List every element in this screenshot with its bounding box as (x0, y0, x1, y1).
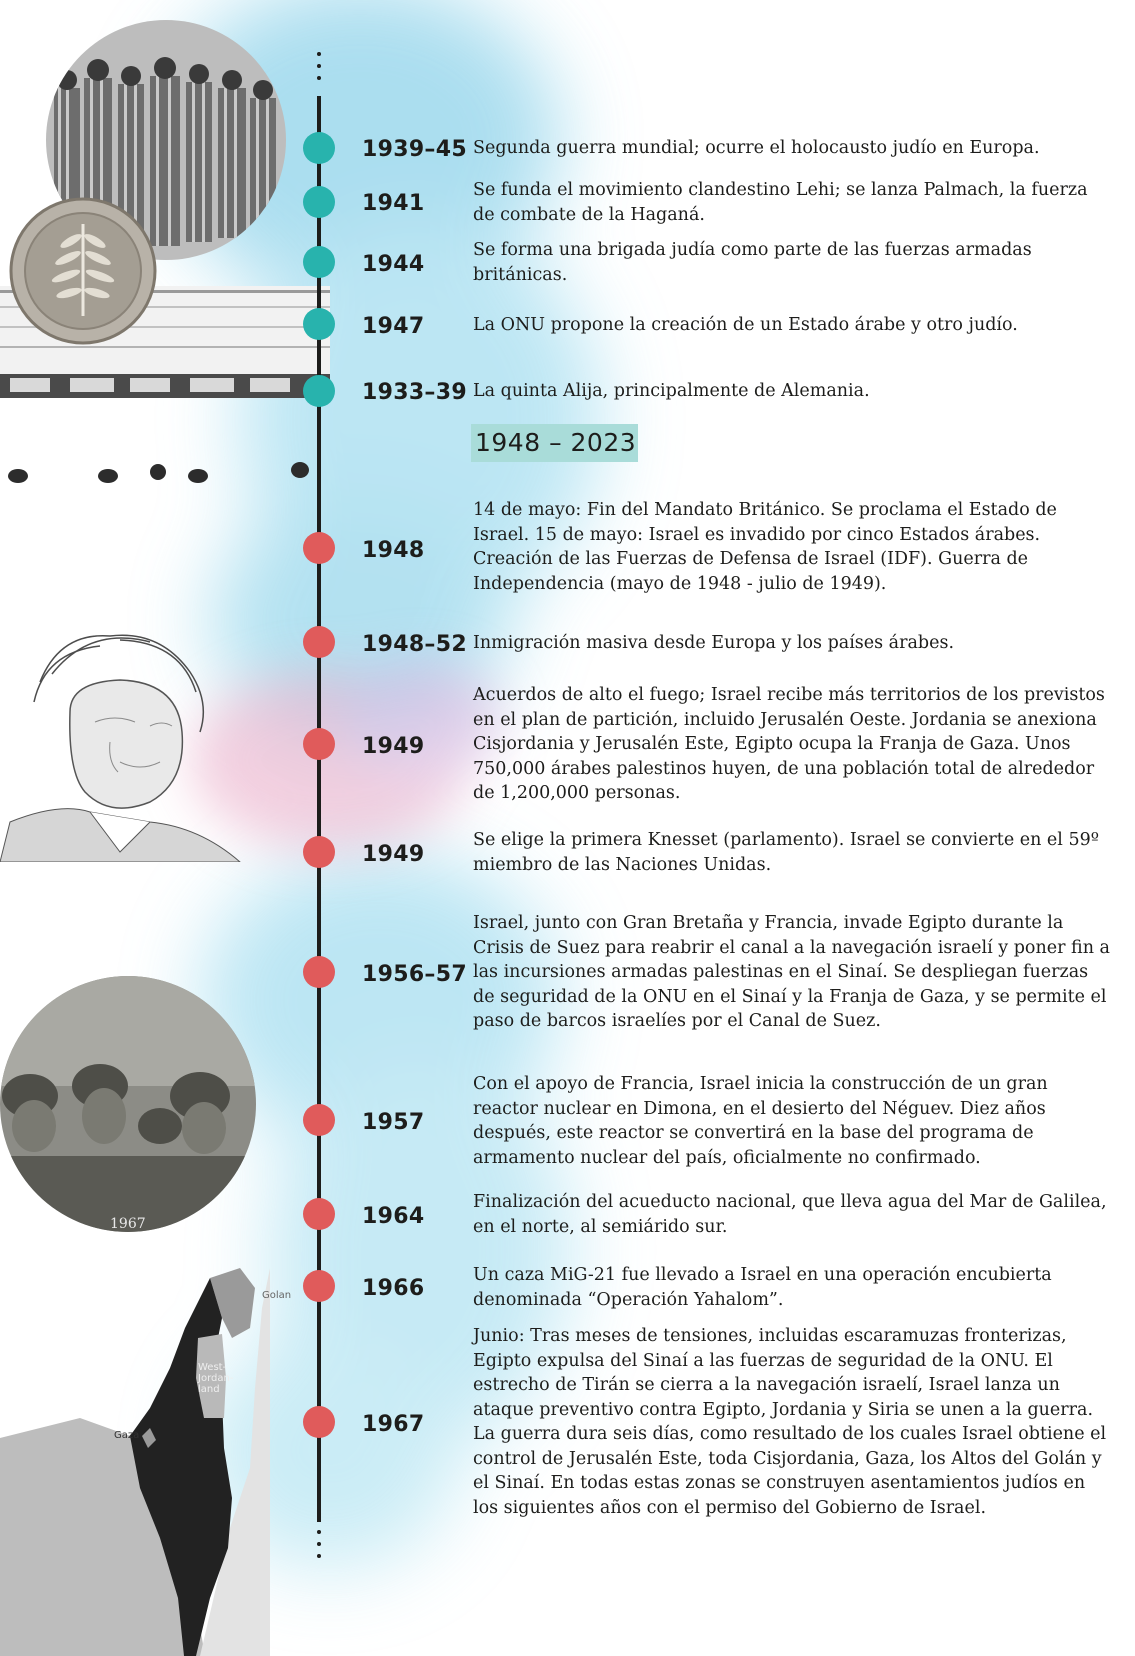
event-year: 1967 (362, 1412, 425, 1437)
israel-map (0, 1268, 270, 1656)
event-description: Con el apoyo de Francia, Israel inicia la construcción de un gran reactor nuclear en Dimona, en el desierto del Néguev. Diez años después, este reactor se convertirá en la base del programa de armamento nuclear del país, oficialmente no confirmado. (473, 1074, 1048, 1168)
timeline-marker (303, 1406, 335, 1438)
map-label-gaza: Gaza (114, 1430, 140, 1441)
event-year: 1949 (362, 734, 425, 759)
timeline-marker (303, 186, 335, 218)
timeline-marker (303, 1198, 335, 1230)
event-description: 14 de mayo: Fin del Mandato Británico. Se proclama el Estado de Israel. 15 de mayo: Israel es invadido por cinco Estados árabes. Creación de las Fuerzas de Defensa de Israel (IDF). Guerra de Independencia (mayo de 1948 - julio de 1949). (473, 500, 1057, 594)
timeline-marker (303, 1270, 335, 1302)
event-description: Inmigración masiva desde Europa y los países árabes. (473, 633, 955, 653)
event-year: 1964 (362, 1204, 425, 1229)
event-description: La quinta Alija, principalmente de Alemania. (473, 381, 870, 401)
photo-year-caption: 1967 (110, 1216, 146, 1232)
event-year: 1956–57 (362, 962, 467, 987)
timeline-marker (303, 728, 335, 760)
event-year: 1947 (362, 314, 425, 339)
timeline-dots-top (316, 52, 322, 88)
timeline-marker (303, 375, 335, 407)
event-year: 1948–52 (362, 632, 467, 657)
event-year: 1957 (362, 1110, 425, 1135)
timeline-dots-bottom (316, 1530, 322, 1566)
event-year: 1944 (362, 252, 425, 277)
event-description: La ONU propone la creación de un Estado árabe y otro judío. (473, 315, 1018, 335)
event-year: 1948 (362, 538, 425, 563)
event-description: Se forma una brigada judía como parte de las fuerzas armadas británicas. (473, 240, 1032, 285)
timeline-marker (303, 132, 335, 164)
ben-gurion-portrait (0, 622, 250, 862)
timeline-marker (303, 1104, 335, 1136)
event-description: Segunda guerra mundial; ocurre el holocausto judío en Europa. (473, 138, 1040, 158)
era-label: 1948 – 2023 (471, 424, 638, 462)
timeline-marker (303, 956, 335, 988)
event-description: Acuerdos de alto el fuego; Israel recibe más territorios de los previstos en el plan de partición, incluido Jerusalén Oeste. Jordania se anexiona Cisjordania y Jerusalén Este, Egipto ocupa la Franja de Gaza. Unos 750,000 árabes palestinos huyen, de una población total de alrededor de 1,200,000 personas. (473, 685, 1105, 803)
timeline-marker (303, 308, 335, 340)
event-year: 1949 (362, 842, 425, 867)
event-description: Finalización del acueducto nacional, que lleva agua del Mar de Galilea, en el norte, al semiárido sur. (473, 1192, 1107, 1237)
timeline-marker (303, 836, 335, 868)
map-label-west-jordan: West-Jordan-land (198, 1362, 234, 1395)
event-description: Se elige la primera Knesset (parlamento). Israel se convierte en el 59º miembro de las Naciones Unidas. (473, 830, 1099, 875)
soldiers-photo (0, 976, 256, 1232)
event-year: 1941 (362, 191, 425, 216)
event-year: 1933–39 (362, 380, 467, 405)
coin-image (8, 196, 158, 346)
event-description: Israel, junto con Gran Bretaña y Francia, invade Egipto durante la Crisis de Suez para reabrir el canal a la navegación israelí y poner fin a las incursiones armadas palestinas en el Sinaí. Se despliegan fuerzas de seguridad de la ONU en el Sinaí y la Franja de Gaza, y se permite el paso de barcos israelíes por el Canal de Suez. (473, 913, 1110, 1031)
event-year: 1939–45 (362, 137, 467, 162)
event-description: Un caza MiG-21 fue llevado a Israel en una operación encubierta denominada “Operación Yahalom”. (473, 1265, 1052, 1310)
timeline-marker (303, 626, 335, 658)
map-label-golan: Golan (262, 1290, 292, 1301)
event-description: Se funda el movimiento clandestino Lehi; se lanza Palmach, la fuerza de combate de la Haganá. (473, 180, 1088, 225)
timeline-marker (303, 246, 335, 278)
event-year: 1966 (362, 1276, 425, 1301)
timeline-marker (303, 532, 335, 564)
event-description: Junio: Tras meses de tensiones, incluidas escaramuzas fronterizas, Egipto expulsa del Sinaí a las fuerzas de seguridad de la ONU. El estrecho de Tirán se cierra a la navegación israelí, Israel lanza un ataque preventivo contra Egipto, Jordania y Siria se unen a la guerra. La guerra dura seis días, como resultado de los cuales Israel obtiene el control de Jerusalén Este, toda Cisjordania, Gaza, los Altos del Golán y el Sinaí. En todas estas zonas se construyen asentamientos judíos en los siguientes años con el permiso del Gobierno de Israel. (473, 1326, 1107, 1518)
